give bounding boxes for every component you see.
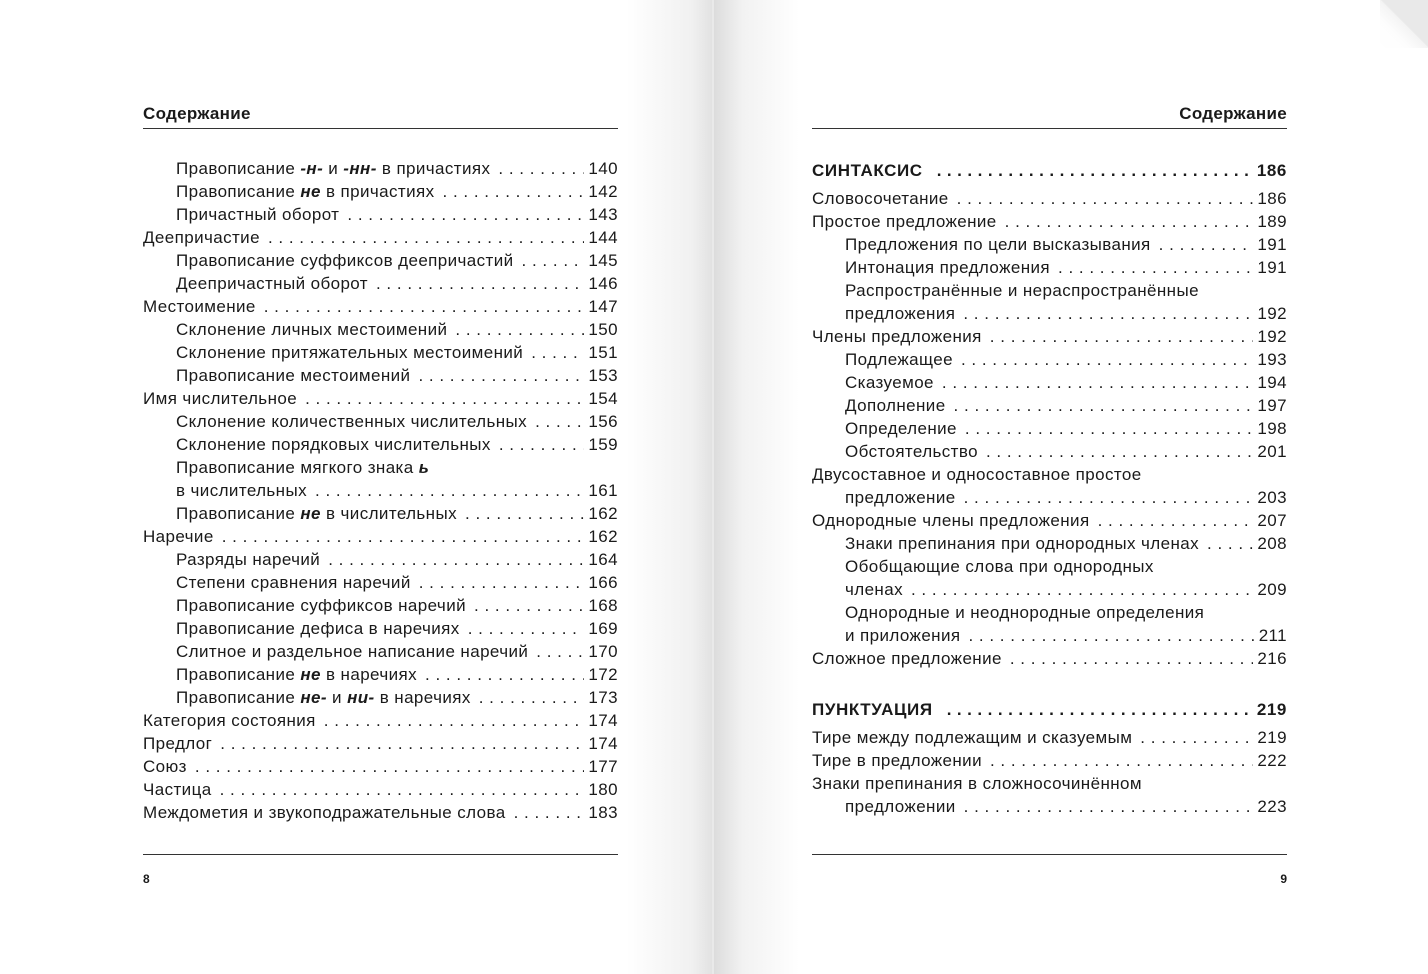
toc-entry[interactable]: [143, 617, 618, 640]
toc-page-number: 198: [1257, 419, 1287, 438]
page-number: 8: [143, 872, 150, 886]
title-text: Частица: [143, 780, 212, 799]
title-text: в причастиях: [376, 159, 491, 178]
toc-entry-title: [176, 272, 368, 295]
dot-leader: [425, 663, 584, 686]
toc-entry-title: [176, 571, 411, 594]
dot-leader: [305, 387, 584, 410]
dot-leader: [965, 417, 1254, 440]
toc-entry-title: [812, 749, 982, 772]
toc-entry-title: [845, 417, 957, 440]
toc-entry[interactable]: [143, 456, 618, 479]
toc-page-number: 166: [588, 573, 618, 592]
dot-leader: [465, 502, 584, 525]
toc-page-number: 189: [1257, 212, 1287, 231]
toc-entry-title: [176, 364, 410, 387]
toc-page-number: 219: [1257, 728, 1287, 747]
dot-leader: [324, 709, 585, 732]
toc-entry-title: [845, 601, 1204, 624]
dot-leader: [535, 410, 584, 433]
toc-page-number: 211: [1258, 626, 1287, 645]
title-text: в числительных: [320, 504, 457, 523]
emphasis-text: не-: [300, 688, 327, 707]
emphasis-text: не: [300, 665, 321, 684]
dot-leader: [1010, 647, 1254, 670]
toc-entry-title: [812, 772, 1142, 795]
toc-entry-title: [812, 187, 949, 210]
dot-leader: [942, 371, 1254, 394]
toc-entry-title: [845, 578, 903, 601]
toc-entry[interactable]: [143, 594, 618, 617]
toc-entry-title: [143, 801, 506, 824]
table-of-contents: [143, 157, 618, 824]
toc-entry[interactable]: [143, 249, 618, 272]
dot-leader: [328, 548, 584, 571]
title-text: Определение: [845, 419, 957, 438]
dot-leader: [1159, 233, 1254, 256]
toc-entry-title: [845, 440, 978, 463]
title-text: Склонение притяжательных местоимений: [176, 343, 524, 362]
toc-page-number: 192: [1257, 304, 1287, 323]
toc-entry-title: [845, 256, 1050, 279]
toc-entry[interactable]: [143, 318, 618, 341]
toc-entry[interactable]: [143, 801, 618, 824]
toc-entry[interactable]: [143, 364, 618, 387]
toc-entry[interactable]: [812, 210, 1287, 233]
dot-leader: [419, 571, 585, 594]
title-text: Правописание мягкого знака: [176, 458, 419, 477]
title-text: в наречиях: [320, 665, 417, 684]
toc-entry[interactable]: [143, 341, 618, 364]
toc-entry[interactable]: [143, 732, 618, 755]
toc-entry[interactable]: [812, 187, 1287, 210]
title-text: членах: [845, 580, 903, 599]
toc-entry[interactable]: [143, 479, 618, 502]
toc-entry-title: [176, 318, 447, 341]
title-text: Наречие: [143, 527, 214, 546]
toc-entry-title: [845, 348, 953, 371]
title-text: Предложения по цели высказывания: [845, 235, 1151, 254]
title-text: Деепричастный оборот: [176, 274, 368, 293]
toc-entry[interactable]: [812, 532, 1287, 555]
title-text: и приложения: [845, 626, 961, 645]
emphasis-text: ни-: [347, 688, 375, 707]
title-text: Деепричастие: [143, 228, 260, 247]
toc-page-number: 151: [588, 343, 618, 362]
dot-leader: [961, 348, 1253, 371]
dot-leader: [474, 594, 584, 617]
toc-entry-title: [176, 410, 527, 433]
title-text: предложении: [845, 797, 956, 816]
toc-page-number: 197: [1257, 396, 1287, 415]
dot-leader: [347, 203, 584, 226]
toc-entry-title: [176, 157, 490, 180]
toc-page-number: 201: [1257, 442, 1287, 461]
dot-leader: [315, 479, 584, 502]
dot-leader: [220, 732, 584, 755]
title-text: предложения: [845, 304, 956, 323]
toc-entry-title: [143, 525, 214, 548]
toc-page-number: 173: [588, 688, 618, 707]
title-text: Простое предложение: [812, 212, 997, 231]
toc-entry[interactable]: [812, 624, 1287, 647]
title-text: Междометия и звукоподражательные слова: [143, 803, 506, 822]
toc-page-number: 207: [1257, 511, 1287, 530]
toc-entry[interactable]: [143, 295, 618, 318]
title-text: Двусоставное и односоставное простое: [812, 465, 1142, 484]
toc-page-number: 191: [1257, 235, 1287, 254]
title-text: Правописание суффиксов деепричастий: [176, 251, 514, 270]
toc-entry-title: [176, 479, 307, 502]
toc-entry[interactable]: [143, 502, 618, 525]
title-text: Распространённые и нераспространённые: [845, 281, 1199, 300]
toc-page-number: 161: [588, 481, 618, 500]
toc-entry-title: [176, 433, 491, 456]
toc-entry-title: [845, 624, 960, 647]
toc-page-number: 145: [588, 251, 618, 270]
toc-entry[interactable]: [812, 463, 1287, 486]
toc-page-number: 193: [1257, 350, 1287, 369]
emphasis-text: -н-: [300, 159, 324, 178]
toc-entry-title: [812, 509, 1090, 532]
toc-entry[interactable]: [143, 548, 618, 571]
toc-entry[interactable]: [812, 371, 1287, 394]
title-text: Сказуемое: [845, 373, 934, 392]
title-text: Слитное и раздельное написание наречий: [176, 642, 529, 661]
title-text: Словосочетание: [812, 189, 949, 208]
dot-leader: [522, 249, 585, 272]
dot-leader: [479, 686, 585, 709]
title-text: Союз: [143, 757, 187, 776]
toc-entry[interactable]: [143, 157, 618, 180]
title-text: Обобщающие слова при однородных: [845, 557, 1154, 576]
toc-page-number: 186: [1257, 189, 1287, 208]
toc-entry-title: [845, 532, 1199, 555]
dot-leader: [499, 433, 585, 456]
page-curl-corner[interactable]: [1380, 0, 1428, 48]
toc-entry[interactable]: [143, 686, 618, 709]
toc-entry-title: [812, 463, 1142, 486]
dot-leader: [1207, 532, 1253, 555]
emphasis-text: не: [300, 182, 321, 201]
toc-page-number: 172: [588, 665, 618, 684]
title-text: и: [326, 688, 348, 707]
toc-entry-title: [176, 502, 457, 525]
toc-page-number: 142: [588, 182, 618, 201]
toc-entry-title: [812, 726, 1132, 749]
toc-page-number: 156: [588, 412, 618, 431]
toc-entry[interactable]: [143, 571, 618, 594]
title-text: Правописание: [176, 159, 301, 178]
toc-entry-title: [176, 180, 435, 203]
title-text: Категория состояния: [143, 711, 316, 730]
dot-leader: [498, 157, 584, 180]
toc-page-number: 177: [588, 757, 618, 776]
toc-section-heading[interactable]: [812, 157, 1287, 185]
dot-leader: [954, 394, 1254, 417]
toc-entry-title: [176, 617, 460, 640]
emphasis-text: -нн-: [343, 159, 377, 178]
dot-leader: [514, 801, 585, 824]
toc-entry-title: [176, 686, 471, 709]
toc-page-number: 153: [588, 366, 618, 385]
toc-page-number: 162: [588, 504, 618, 523]
toc-entry[interactable]: [143, 387, 618, 410]
footer-divider: [143, 854, 618, 855]
toc-entry[interactable]: [812, 509, 1287, 532]
toc-entry-title: [845, 555, 1154, 578]
section-page-number: 219: [1256, 700, 1287, 719]
toc-entry[interactable]: [812, 348, 1287, 371]
toc-entry-title: [845, 486, 956, 509]
title-text: предложение: [845, 488, 956, 507]
dot-leader: [964, 795, 1254, 818]
toc-entry[interactable]: [812, 726, 1287, 749]
dot-leader: [536, 640, 584, 663]
dot-leader: [947, 696, 1255, 724]
toc-entry-title: [176, 663, 417, 686]
toc-entry-title: [143, 778, 212, 801]
toc-entry[interactable]: [812, 279, 1287, 302]
toc-entry[interactable]: [812, 601, 1287, 624]
toc-entry-title: [176, 203, 339, 226]
title-text: Интонация предложения: [845, 258, 1051, 277]
dot-leader: [1098, 509, 1254, 532]
toc-entry-title: [143, 732, 212, 755]
title-text: Имя числительное: [143, 389, 298, 408]
title-text: в причастиях: [320, 182, 435, 201]
title-text: Склонение количественных числительных: [176, 412, 528, 431]
toc-entry[interactable]: [143, 525, 618, 548]
toc-entry-title: [143, 226, 260, 249]
toc-page-number: 162: [588, 527, 618, 546]
toc-entry[interactable]: [812, 647, 1287, 670]
toc-entry[interactable]: [143, 709, 618, 732]
title-text: Правописание дефиса в наречиях: [176, 619, 460, 638]
section-page-number: 186: [1256, 161, 1287, 180]
toc-entry-title: [845, 371, 934, 394]
dot-leader: [222, 525, 585, 548]
dot-leader: [443, 180, 585, 203]
toc-section-heading[interactable]: [812, 696, 1287, 724]
title-text: Подлежащее: [845, 350, 953, 369]
dot-leader: [964, 486, 1254, 509]
dot-leader: [911, 578, 1253, 601]
toc-page-number: 169: [588, 619, 618, 638]
toc-page-number: 223: [1257, 797, 1287, 816]
toc-entry-title: [143, 387, 297, 410]
dot-leader: [986, 440, 1253, 463]
toc-entry[interactable]: [812, 440, 1287, 463]
title-text: Местоимение: [143, 297, 256, 316]
toc-entry[interactable]: [812, 302, 1287, 325]
title-text: Дополнение: [845, 396, 946, 415]
toc-page-number: 146: [588, 274, 618, 293]
title-text: Члены предложения: [812, 327, 982, 346]
toc-page-number: 168: [588, 596, 618, 615]
toc-page-number: 209: [1257, 580, 1287, 599]
toc-entry-title: [143, 709, 316, 732]
dot-leader: [264, 295, 585, 318]
title-text: Правописание суффиксов наречий: [176, 596, 466, 615]
toc-page-number: 216: [1257, 649, 1287, 668]
toc-page-number: 183: [588, 803, 618, 822]
dot-leader: [957, 187, 1254, 210]
toc-page-number: 144: [588, 228, 618, 247]
toc-entry[interactable]: [812, 325, 1287, 348]
title-text: Причастный оборот: [176, 205, 340, 224]
title-text: Обстоятельство: [845, 442, 978, 461]
dot-leader: [1058, 256, 1253, 279]
title-text: Разряды наречий: [176, 550, 321, 569]
table-of-contents: [812, 157, 1287, 818]
dot-leader: [220, 778, 585, 801]
toc-page-number: 203: [1257, 488, 1287, 507]
dot-leader: [418, 364, 584, 387]
title-text: в наречиях: [374, 688, 471, 707]
toc-entry[interactable]: [143, 226, 618, 249]
toc-entry-title: [176, 341, 523, 364]
title-text: Тире в предложении: [812, 751, 982, 770]
toc-entry[interactable]: [143, 410, 618, 433]
toc-entry[interactable]: [812, 394, 1287, 417]
footer-divider: [812, 854, 1287, 855]
toc-entry[interactable]: [143, 640, 618, 663]
emphasis-text: ь: [418, 458, 430, 477]
toc-page-number: 222: [1257, 751, 1287, 770]
section-title: СИНТАКСИС: [812, 161, 923, 180]
toc-entry-title: [176, 594, 466, 617]
toc-entry-title: [812, 210, 997, 233]
toc-entry-title: [143, 755, 187, 778]
title-text: в числительных: [176, 481, 307, 500]
title-text: Правописание: [176, 504, 301, 523]
toc-entry-title: [812, 325, 982, 348]
dot-leader: [455, 318, 584, 341]
title-text: Степени сравнения наречий: [176, 573, 411, 592]
toc-entry[interactable]: [143, 272, 618, 295]
title-text: Сложное предложение: [812, 649, 1002, 668]
section-gap: [812, 670, 1287, 696]
toc-page-number: 194: [1257, 373, 1287, 392]
toc-page-number: 208: [1257, 534, 1287, 553]
title-text: Тире между подлежащим и сказуемым: [812, 728, 1133, 747]
dot-leader: [937, 157, 1255, 185]
toc-page-number: 191: [1257, 258, 1287, 277]
title-text: Однородные члены предложения: [812, 511, 1090, 530]
title-text: Знаки препинания в сложносочинённом: [812, 774, 1142, 793]
section-title: ПУНКТУАЦИЯ: [812, 700, 933, 719]
title-text: Склонение порядковых числительных: [176, 435, 491, 454]
toc-entry-title: [143, 295, 256, 318]
toc-page-number: 150: [588, 320, 618, 339]
dot-leader: [468, 617, 585, 640]
toc-entry-title: [845, 233, 1151, 256]
dot-leader: [990, 325, 1254, 348]
toc-entry-title: [812, 647, 1002, 670]
dot-leader: [963, 302, 1253, 325]
dot-leader: [195, 755, 585, 778]
toc-entry[interactable]: [812, 417, 1287, 440]
toc-entry-title: [845, 795, 956, 818]
dot-leader: [990, 749, 1253, 772]
emphasis-text: не: [300, 504, 321, 523]
left-page: [0, 0, 712, 974]
title-text: и: [323, 159, 344, 178]
toc-entry-title: [176, 640, 528, 663]
dot-leader: [268, 226, 584, 249]
title-text: Правописание: [176, 688, 301, 707]
toc-entry[interactable]: [143, 433, 618, 456]
toc-page-number: 174: [588, 711, 618, 730]
toc-entry-title: [845, 394, 946, 417]
toc-entry-title: [176, 456, 429, 479]
toc-entry[interactable]: [143, 180, 618, 203]
title-text: Однородные и неоднородные определения: [845, 603, 1205, 622]
title-text: Склонение личных местоимений: [176, 320, 448, 339]
toc-page-number: 159: [588, 435, 618, 454]
toc-entry[interactable]: [812, 749, 1287, 772]
dot-leader: [1140, 726, 1253, 749]
toc-page-number: 164: [588, 550, 618, 569]
toc-entry[interactable]: [812, 795, 1287, 818]
page-header: Содержание: [143, 104, 618, 129]
title-text: Правописание: [176, 665, 301, 684]
title-text: Правописание местоимений: [176, 366, 411, 385]
dot-leader: [968, 624, 1254, 647]
toc-entry[interactable]: [812, 555, 1287, 578]
right-page: [714, 0, 1428, 974]
toc-page-number: 140: [588, 159, 618, 178]
toc-entry[interactable]: [143, 203, 618, 226]
toc-page-number: 147: [588, 297, 618, 316]
toc-entry-title: [176, 249, 514, 272]
toc-entry[interactable]: [812, 256, 1287, 279]
toc-entry[interactable]: [812, 578, 1287, 601]
toc-page-number: 154: [588, 389, 618, 408]
title-text: Предлог: [143, 734, 213, 753]
toc-entry-title: [845, 302, 955, 325]
dot-leader: [376, 272, 584, 295]
dot-leader: [531, 341, 584, 364]
toc-entry[interactable]: [143, 778, 618, 801]
toc-page-number: 170: [588, 642, 618, 661]
toc-entry-title: [176, 548, 320, 571]
page-header: Содержание: [812, 104, 1287, 129]
toc-page-number: 174: [588, 734, 618, 753]
toc-page-number: 143: [588, 205, 618, 224]
toc-entry[interactable]: [143, 663, 618, 686]
toc-entry-title: [845, 279, 1199, 302]
toc-entry[interactable]: [812, 772, 1287, 795]
title-text: Знаки препинания при однородных членах: [845, 534, 1200, 553]
title-text: Правописание: [176, 182, 301, 201]
dot-leader: [1005, 210, 1254, 233]
toc-entry[interactable]: [812, 486, 1287, 509]
toc-entry[interactable]: [812, 233, 1287, 256]
toc-page-number: 180: [588, 780, 618, 799]
toc-page-number: 192: [1257, 327, 1287, 346]
toc-entry[interactable]: [143, 755, 618, 778]
page-number: 9: [1280, 872, 1287, 886]
